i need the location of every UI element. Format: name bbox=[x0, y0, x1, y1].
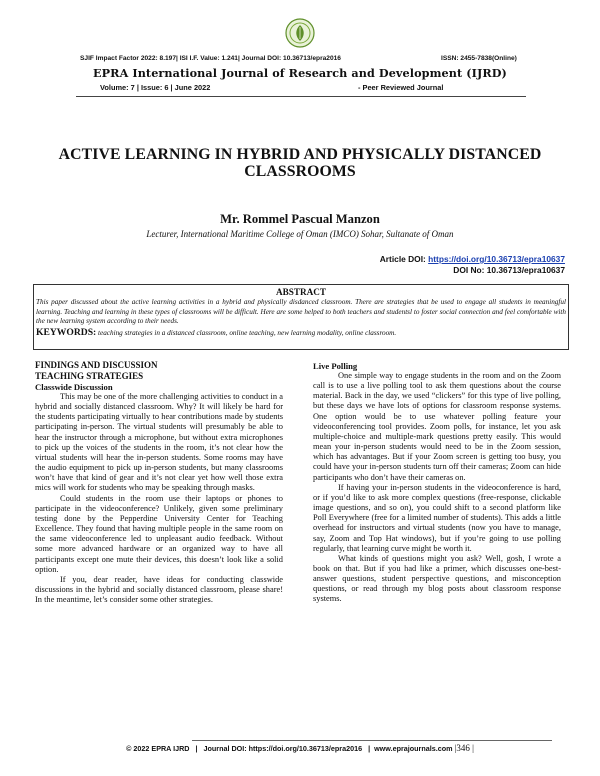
left-paragraph-2: Could students in the room use their laptops or phones to participate in the videoconference? Unlikely, given some preliminary testing done by the Pepperdine University Center for Teaching Excellence. They found that having multiple people in the same room on the same videoconference led to unpleasant audio feedback. Without some more advanced hardware or an organized way to have all participants except one mute their devices, this doesn’t look like a solid option. bbox=[35, 493, 283, 574]
journal-logo bbox=[285, 18, 315, 48]
left-paragraph-1: This may be one of the more challenging activities to conduct in a hybrid and socially distanced classroom. Why? It will likely be hard for the students participating virtually to hear contributions made by students participating in-person. The virtual students will presumably be able to hear the instructor through a microphone, but without extra microphones to pick up the voices of the students in the room, it’s not clear how the virtual students will hear the in-person students. Some rooms may have the audio equipment to pick up in-person students, but many classrooms won’t have that kind of gear and it’s not clear yet how well those extra mics will work for students who may be speaking through masks. bbox=[35, 392, 283, 493]
keywords-label: KEYWORDS: bbox=[36, 326, 97, 338]
footer-website[interactable]: www.eprajournals.com bbox=[374, 744, 453, 753]
page-number: |346 | bbox=[454, 743, 474, 753]
abstract-heading: ABSTRACT bbox=[275, 287, 327, 297]
peer-reviewed-text: - Peer Reviewed Journal bbox=[358, 83, 444, 92]
teaching-strategies-heading: TEACHING STRATEGIES bbox=[35, 371, 144, 381]
keywords-text: teaching strategies in a distanced classroom, online teaching, new learning modality, online classroom. bbox=[96, 328, 397, 337]
issn-text: ISSN: 2455-7838(Online) bbox=[441, 55, 517, 62]
right-paragraph-2: If having your in-person students in the videoconference is hard, or if you’d like to ask more complex questions (free-response, clickable image questions, and so on), you could shift to a second platform like Poll Everywhere (free for a limited number of students). This adds a little overhead for instructors and virtual students (now you have to manage, say, Zoom and Top Hat windows), but if you’re going to use polling regularly, that learning curve might be worth it. bbox=[313, 482, 561, 553]
volume-text: Volume: 7 | Issue: 6 | June 2022 bbox=[100, 83, 211, 92]
left-paragraph-3: If you, dear reader, have ideas for conducting classwide discussions in the hybrid and socially distanced classroom, please share! In the meantime, let’s consider some other strategies. bbox=[35, 574, 283, 605]
author-affiliation: Lecturer, International Maritime College of Oman (IMCO) Sohar, Sultanate of Oman bbox=[146, 229, 454, 239]
doi-number: DOI No: 10.36713/epra10637 bbox=[453, 265, 565, 275]
findings-heading: FINDINGS AND DISCUSSION bbox=[35, 360, 158, 370]
abstract-text: This paper discussed about the active learning activities in a hybrid and physically disdanced classroom. There are strategies that be used to engage all students in meaningful learning. Teaching and learning in these types of classrooms will be difficult. Here are some helped to both teachers and studentsl to foster social connection and feel comfortable with the new learning system according to their needs. bbox=[36, 298, 566, 326]
live-polling-heading: Live Polling bbox=[313, 361, 358, 371]
paper-title bbox=[40, 146, 560, 180]
footer-separator: | bbox=[368, 744, 371, 753]
footer-divider bbox=[192, 740, 552, 741]
abstract-box bbox=[33, 284, 569, 350]
impact-factor-text: SJIF Impact Factor 2022: 8.197| ISI I.F. Value: 1.241| Journal DOI: 10.36713/epra2016 bbox=[80, 55, 341, 62]
journal-name: EPRA International Journal of Research and Development (IJRD) bbox=[93, 66, 507, 80]
footer-separator: | bbox=[195, 744, 198, 753]
classwide-discussion-heading: Classwide Discussion bbox=[35, 382, 113, 392]
author-name: Mr. Rommel Pascual Manzon bbox=[220, 212, 380, 226]
footer-copyright: © 2022 EPRA IJRD bbox=[126, 744, 190, 753]
title-line-2: CLASSROOMS bbox=[244, 163, 356, 180]
right-column bbox=[313, 361, 561, 605]
article-doi-label: Article DOI: bbox=[379, 254, 429, 264]
right-paragraph-1: One simple way to engage students in the room and on the Zoom call is to use a live polling tool to ask them questions about the course material. Back in the day, we used “clickers” for this type of live polling, but these days we have lots of options for classroom response systems. One option would be to use whatever polling feature your videoconferencing tool provides. Zoom polls, for instance, let you ask multiple-choice and multiple-mark questions pretty easily. This would mean your in-person students would need to be in the Zoom session, which has advantages. But if your Zoom screen is getting too busy, you could have your in-person students turn off their cameras; Zoom can hide participants who don’t have their cameras on. bbox=[313, 371, 561, 482]
footer-journal-doi: Journal DOI: https://doi.org/10.36713/epra2016 bbox=[203, 744, 363, 753]
keywords-line bbox=[36, 328, 566, 338]
title-line-1: ACTIVE LEARNING IN HYBRID AND PHYSICALLY DISTANCED bbox=[58, 146, 542, 163]
article-doi bbox=[380, 254, 565, 264]
page-footer bbox=[0, 743, 600, 753]
left-column bbox=[35, 360, 283, 605]
header-divider bbox=[76, 96, 526, 97]
right-paragraph-3: What kinds of questions might you ask? Well, gosh, I wrote a book on that. But if you had like a primer, which discusses one-best-answer questions, student perspective questions, and misconception questions, or read through my blog posts about classroom response systems. bbox=[313, 553, 561, 604]
article-doi-link[interactable]: https://doi.org/10.36713/epra10637 bbox=[428, 254, 565, 264]
